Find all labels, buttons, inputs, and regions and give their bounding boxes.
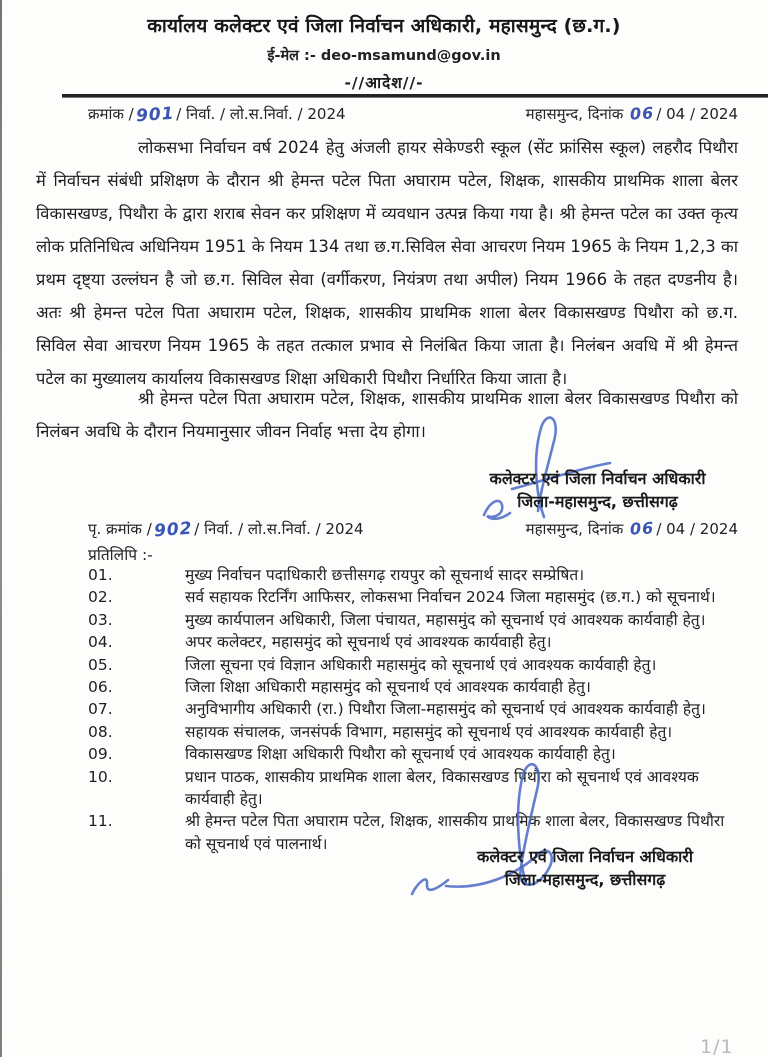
copy-item-number: 10. bbox=[88, 767, 113, 786]
office-title: कार्यालय कलेक्टर एवं जिला निर्वाचन अधिकारी, महासमुन्द (छ.ग.) bbox=[147, 15, 621, 37]
signature-block-1 bbox=[470, 467, 725, 513]
copy-item-text: मुख्य निर्वाचन पदाधिकारी छत्तीसगढ़ रायपुर को सूचनार्थ सादर सम्प्रेषित। bbox=[185, 566, 585, 584]
copy-item-text: अनुविभागीय अधिकारी (रा.) पिथौरा जिला-महासमुंद को सूचनार्थ एवं आवश्यक कार्यवाही हेतु। bbox=[185, 700, 706, 719]
ref-number-handwritten: 901 bbox=[135, 103, 175, 127]
copy-item-text: मुख्य कार्यपालन अधिकारी, जिला पंचायत, महासमुंद को सूचनार्थ एवं आवश्यक कार्यवाही हेतु। bbox=[185, 610, 706, 629]
order-heading: -//आदेश//- bbox=[344, 74, 424, 92]
date-rest: / 04 / 2024 bbox=[656, 520, 738, 538]
signatory-district: जिला-महासमुन्द, छत्तीसगढ़ bbox=[517, 492, 678, 511]
copy-item-text: जिला शिक्षा अधिकारी महासमुंद को सूचनार्थ एवं आवश्यक कार्यवाही हेतु। bbox=[185, 678, 591, 697]
copy-item-text: अपर कलेक्टर, महासमुंद को सूचनार्थ एवं आवश्यक कार्यवाही हेतु। bbox=[185, 633, 552, 652]
header-rule bbox=[62, 94, 768, 98]
copy-item-number: 05. bbox=[88, 655, 113, 674]
page-indicator: 1/1 bbox=[700, 1036, 734, 1057]
ref-number-handwritten: 902 bbox=[153, 518, 194, 542]
copy-item bbox=[88, 721, 742, 743]
copy-item-text: सर्व सहायक रिटर्निंग आफिसर, लोकसभा निर्वाचन 2024 जिला महासमुंद (छ.ग.) को सूचनार्थ। bbox=[185, 588, 716, 607]
signature-block-2 bbox=[455, 845, 715, 891]
ref-number-line-1 bbox=[88, 103, 738, 127]
copy-item-number: 11. bbox=[88, 812, 113, 831]
ref-number-left bbox=[88, 103, 346, 127]
scan-edge-line bbox=[0, 0, 2, 1057]
date-day-handwritten: 06 bbox=[629, 518, 655, 539]
copy-item-text: सहायक संचालक, जनसंपर्क विभाग, महासमुंद को सूचनार्थ एवं आवश्यक कार्यवाही हेतु। bbox=[185, 722, 673, 741]
signatory-district: जिला-महासमुन्द, छत्तीसगढ़ bbox=[504, 870, 666, 889]
copy-item bbox=[88, 676, 742, 698]
copy-item bbox=[88, 743, 742, 765]
copy-item bbox=[88, 564, 742, 586]
signatory-designation: कलेक्टर एवं जिला निर्वाचन अधिकारी bbox=[489, 469, 706, 488]
copy-item-text: प्रधान पाठक, शासकीय प्राथमिक शाला बेलर, विकासखण्ड पिथौरा को सूचनार्थ एवं आवश्यक कार्यवाही हेतु। bbox=[185, 767, 699, 809]
copy-item bbox=[88, 654, 742, 676]
date-day-handwritten: 06 bbox=[629, 103, 655, 124]
order-paragraph-1: लोकसभा निर्वाचन वर्ष 2024 हेतु अंजली हायर सेकेण्डरी स्कूल (सेंट फ्रांसिस स्कूल) लहरौद पिथौरा में निर्वाचन संबंधी प्रशिक्षण के दौरान श्री हेमन्त पटेल पिता अघाराम पटेल, शिक्षक, शासकीय प्राथमिक शाला बेलर विकासखण्ड, पिथौरा के द्वारा शराब सेवन कर प्रशिक्षण में व्यवधान उत्पन्न किया गया है। श्री हेमन्त पटेल का उक्त कृत्य लोक प्रतिनिधित्व अधिनियम 1951 के नियम 134 तथा छ.ग.सिविल सेवा आचरण नियम 1965 के नियम 1,2,3 का प्रथम दृष्ट्या उल्लंघन है जो छ.ग. सिविल सेवा (वर्गीकरण, नियंत्रण तथा अपील) नियम 1966 के तहत दण्डनीय है। अतः श्री हेमन्त पटेल पिता अघाराम पटेल, शिक्षक, शासकीय प्राथमिक शाला बेलर विकासखण्ड पिथौरा को छ.ग. सिविल सेवा आचरण नियम 1965 के तहत तत्काल प्रभाव से निलंबित किया जाता है। निलंबन अवधि में श्री हेमन्त पटेल का मुख्यालय कार्यालय विकासखण्ड शिक्षा अधिकारी पिथौरा निर्धारित किया जाता है। bbox=[36, 138, 738, 388]
copy-item-number: 06. bbox=[88, 678, 113, 697]
place-date-prefix: महासमुन्द, दिनांक bbox=[525, 520, 629, 538]
copy-item bbox=[88, 609, 742, 631]
ref-prefix: पृ. क्रमांक / bbox=[88, 520, 152, 538]
copy-list bbox=[88, 564, 742, 855]
copy-item-text: विकासखण्ड शिक्षा अधिकारी पिथौरा को सूचनार्थ एवं आवश्यक कार्यवाही हेतु। bbox=[185, 745, 616, 764]
ref-number-line-2 bbox=[88, 518, 738, 542]
copy-item-number: 02. bbox=[88, 588, 113, 607]
copy-item-number: 04. bbox=[88, 633, 113, 652]
ref-suffix: / निर्वा. / लो.स.निर्वा. / 2024 bbox=[176, 105, 346, 123]
place-date-prefix: महासमुन्द, दिनांक bbox=[525, 105, 629, 123]
date-rest: / 04 / 2024 bbox=[656, 105, 738, 123]
email-line: ई-मेल :- deo-msamund@gov.in bbox=[267, 48, 501, 64]
order-paragraph-2: श्री हेमन्त पटेल पिता अघाराम पटेल, शिक्षक, शासकीय प्राथमिक शाला बेलर विकासखण्ड पिथौरा को निलंबन अवधि के दौरान नियमानुसार जीवन निर्वाह भत्ता देय होगा। bbox=[36, 389, 738, 441]
copy-item bbox=[88, 698, 742, 720]
copy-item-text: जिला सूचना एवं विज्ञान अधिकारी महासमुंद को सूचनार्थ एवं आवश्यक कार्यवाही हेतु। bbox=[185, 655, 657, 674]
place-date-2 bbox=[526, 519, 738, 539]
copy-item bbox=[88, 766, 742, 811]
copy-item-number: 07. bbox=[88, 700, 113, 719]
copy-list-heading: प्रतिलिपि :- bbox=[88, 546, 153, 564]
copy-item bbox=[88, 586, 742, 608]
ref-suffix: / निर्वा. / लो.स.निर्वा. / 2024 bbox=[194, 520, 364, 538]
ref-number-left bbox=[88, 518, 364, 542]
ref-prefix: क्रमांक / bbox=[88, 105, 134, 123]
copy-item bbox=[88, 631, 742, 653]
copy-item-number: 08. bbox=[88, 722, 113, 741]
place-date-1 bbox=[526, 104, 738, 124]
copy-item-number: 09. bbox=[88, 745, 113, 764]
copy-item-number: 03. bbox=[88, 610, 113, 629]
letterhead bbox=[0, 12, 768, 93]
copy-item-number: 01. bbox=[88, 566, 113, 584]
copy-item-text: श्री हेमन्त पटेल पिता अघाराम पटेल, शिक्षक, शासकीय प्राथमिक शाला बेलर, विकासखण्ड पिथौरा को सूचनार्थ एवं पालनार्थ। bbox=[185, 812, 725, 853]
signatory-designation: कलेक्टर एवं जिला निर्वाचन अधिकारी bbox=[477, 847, 693, 866]
